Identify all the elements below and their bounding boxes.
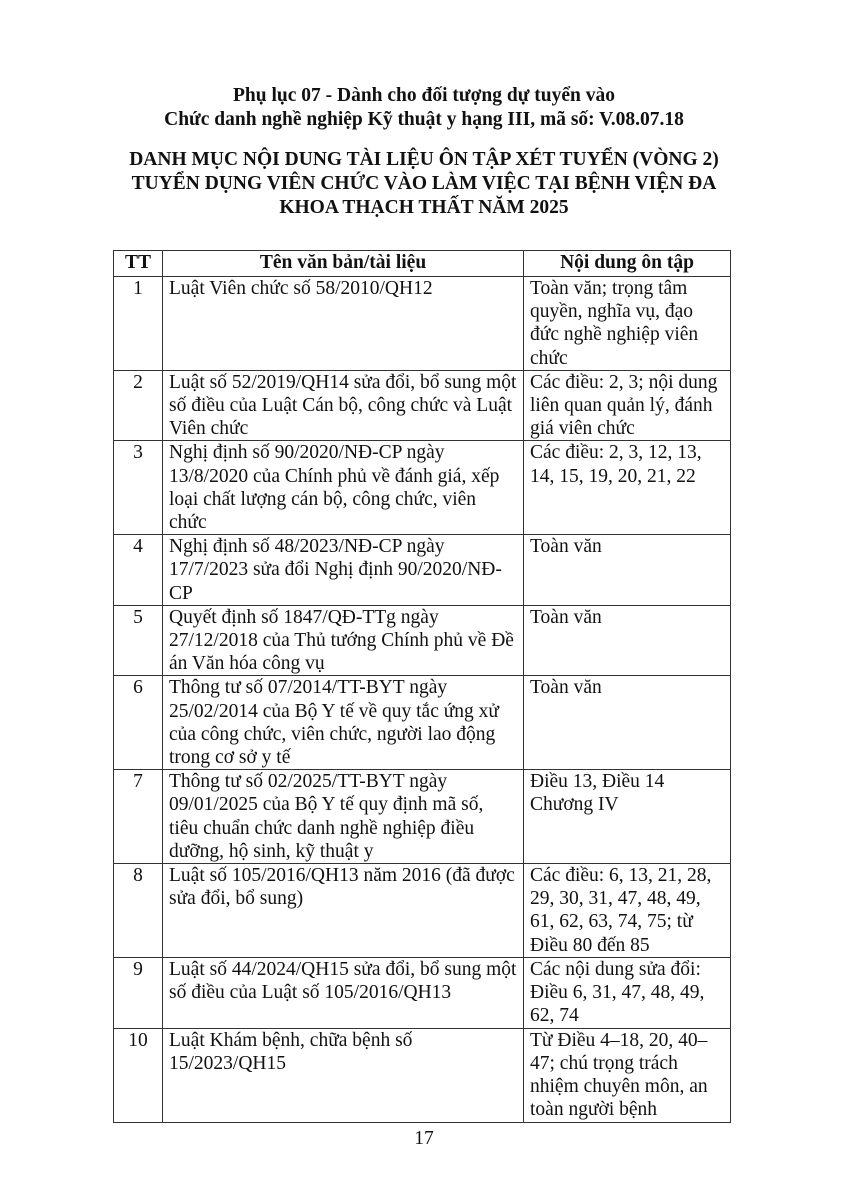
appendix-line-2: Chức danh nghề nghiệp Kỹ thuật y hạng III, mã số: V.08.07.18 <box>164 109 684 130</box>
row-document: Luật Khám bệnh, chữa bệnh số 15/2023/QH15 <box>163 1028 524 1122</box>
table-row <box>114 1028 731 1122</box>
title-line-1: DANH MỤC NỘI DUNG TÀI LIỆU ÔN TẬP XÉT TUYỂN (VÒNG 2) <box>129 149 719 170</box>
table-header-row <box>114 251 731 277</box>
header-tt: TT <box>114 251 163 277</box>
table-row <box>114 441 731 535</box>
row-number: 10 <box>114 1028 163 1122</box>
row-content: Từ Điều 4–18, 20, 40–47; chú trọng trách nhiệm chuyên môn, an toàn người bệnh <box>524 1028 731 1122</box>
row-document: Luật số 52/2019/QH14 sửa đổi, bổ sung một số điều của Luật Cán bộ, công chức và Luật Viên chức <box>163 370 524 441</box>
row-content: Các điều: 6, 13, 21, 28, 29, 30, 31, 47, 48, 49, 61, 62, 63, 74, 75; từ Điều 80 đến 85 <box>524 864 731 958</box>
table-row <box>114 370 731 441</box>
row-content: Toàn văn <box>524 535 731 606</box>
row-document: Luật số 105/2016/QH13 năm 2016 (đã được sửa đổi, bổ sung) <box>163 864 524 958</box>
title-line-2: TUYỂN DỤNG VIÊN CHỨC VÀO LÀM VIỆC TẠI BỆNH VIỆN ĐA <box>131 173 717 194</box>
row-document: Luật Viên chức số 58/2010/QH12 <box>163 277 524 371</box>
row-content: Toàn văn; trọng tâm quyền, nghĩa vụ, đạo đức nghề nghiệp viên chức <box>524 277 731 371</box>
row-number: 7 <box>114 770 163 864</box>
row-document: Luật số 44/2024/QH15 sửa đổi, bổ sung một số điều của Luật số 105/2016/QH13 <box>163 958 524 1029</box>
title-line-3: KHOA THẠCH THẤT NĂM 2025 <box>279 197 569 218</box>
row-content: Các nội dung sửa đổi: Điều 6, 31, 47, 48, 49, 62, 74 <box>524 958 731 1029</box>
table-row <box>114 770 731 864</box>
appendix-line-1: Phụ lục 07 - Dành cho đối tượng dự tuyển vào <box>232 85 616 106</box>
table-row <box>114 676 731 770</box>
row-document: Quyết định số 1847/QĐ-TTg ngày 27/12/2018 của Thủ tướng Chính phủ về Đề án Văn hóa công vụ <box>163 605 524 676</box>
header-document: Tên văn bản/tài liệu <box>163 251 524 277</box>
row-document: Nghị định số 90/2020/NĐ-CP ngày 13/8/2020 của Chính phủ về đánh giá, xếp loại chất lượng cán bộ, công chức, viên chức <box>163 441 524 535</box>
header-content: Nội dung ôn tập <box>524 251 731 277</box>
row-number: 3 <box>114 441 163 535</box>
appendix-heading <box>0 84 848 132</box>
row-number: 8 <box>114 864 163 958</box>
row-document: Nghị định số 48/2023/NĐ-CP ngày 17/7/2023 sửa đổi Nghị định 90/2020/NĐ-CP <box>163 535 524 606</box>
row-number: 4 <box>114 535 163 606</box>
table-row <box>114 535 731 606</box>
table-row <box>114 605 731 676</box>
row-document: Thông tư số 02/2025/TT-BYT ngày 09/01/2025 của Bộ Y tế quy định mã số, tiêu chuẩn chức danh nghề nghiệp điều dưỡng, hộ sinh, kỹ thuật y <box>163 770 524 864</box>
study-materials-table <box>113 250 731 1123</box>
row-content: Các điều: 2, 3; nội dung liên quan quản lý, đánh giá viên chức <box>524 370 731 441</box>
document-title <box>0 148 848 220</box>
table-row <box>114 277 731 371</box>
table-row <box>114 864 731 958</box>
row-number: 6 <box>114 676 163 770</box>
row-content: Toàn văn <box>524 605 731 676</box>
row-content: Các điều: 2, 3, 12, 13, 14, 15, 19, 20, 21, 22 <box>524 441 731 535</box>
page-number: 17 <box>414 1128 434 1149</box>
row-content: Điều 13, Điều 14 Chương IV <box>524 770 731 864</box>
row-content: Toàn văn <box>524 676 731 770</box>
row-number: 2 <box>114 370 163 441</box>
row-number: 1 <box>114 277 163 371</box>
row-document: Thông tư số 07/2014/TT-BYT ngày 25/02/2014 của Bộ Y tế về quy tắc ứng xử của công chức, viên chức, người lao động trong cơ sở y tế <box>163 676 524 770</box>
row-number: 9 <box>114 958 163 1029</box>
row-number: 5 <box>114 605 163 676</box>
table-row <box>114 958 731 1029</box>
